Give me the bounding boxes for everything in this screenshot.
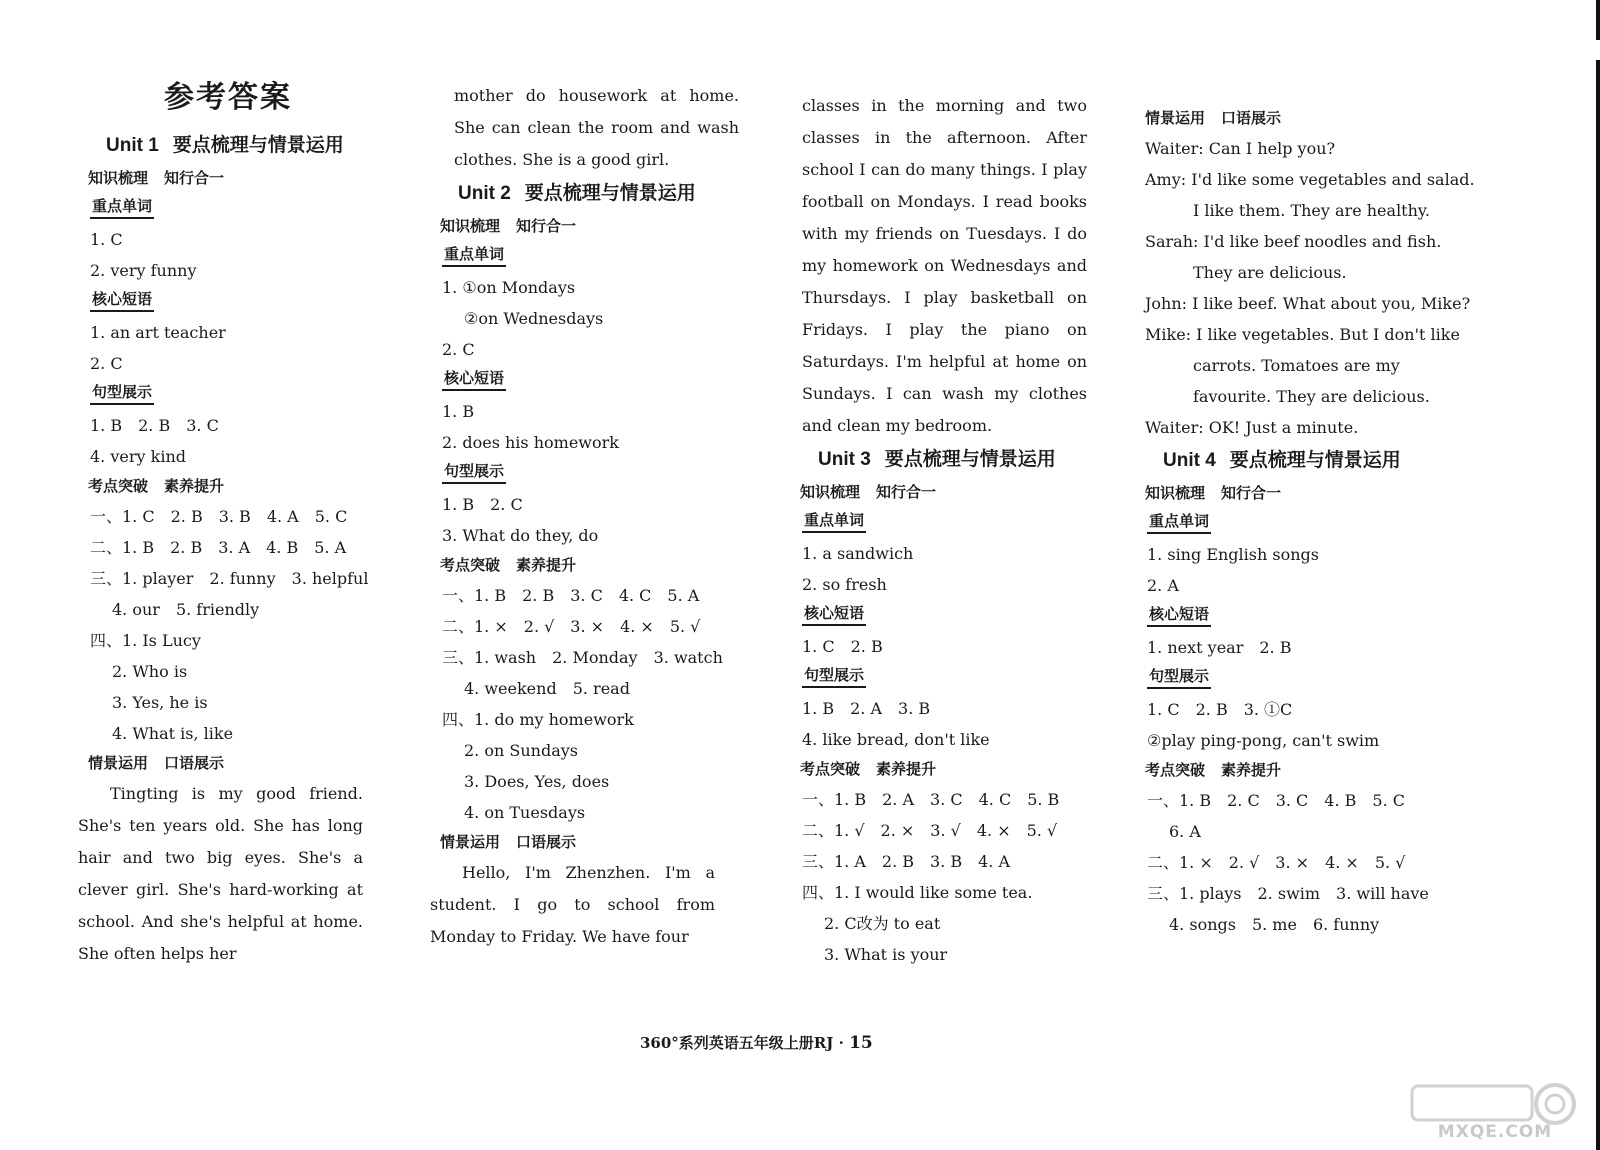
unit-title: 要点梳理与情景运用 xyxy=(884,448,1056,470)
sub-heading xyxy=(88,475,448,497)
dialog-line: Amy: I'd like some vegetables and salad. I like them. They are healthy. xyxy=(1145,170,1475,220)
sub-heading-a: 考点突破 xyxy=(800,760,861,778)
answer-line: 2. very funny xyxy=(90,261,197,280)
page-title: 参考答案 xyxy=(164,80,292,115)
answer-line: 3. What is your xyxy=(824,945,948,964)
passage: mother do housework at home. She can clean the room and wash clothes. She is a good girl. xyxy=(454,86,739,169)
sub-heading xyxy=(88,167,448,189)
answer-line: 三、1. player 2. funny 3. helpful xyxy=(90,569,369,588)
passage: classes in the morning and two classes in the afternoon. After school I can do many things. I play football on Mondays. I read books with my friends on Tuesdays. I do my homework on Wednesdays and Thursdays. I play basketball on Fridays. I play the piano on Saturdays. I'm helpful at home on Sundays. I can wash my clothes and clean my bedroom. xyxy=(802,96,1087,435)
column-4 xyxy=(1135,0,1505,1100)
sub-heading xyxy=(1145,759,1505,781)
answer-line: 3. Does, Yes, does xyxy=(464,772,610,791)
answer-line: 2. A xyxy=(1147,576,1179,595)
sub-heading-b: 素养提升 xyxy=(1221,761,1282,779)
section-sentences: 句型展示 xyxy=(90,382,154,405)
footer-series: 360°系列英语五年级上册RJ xyxy=(640,1034,834,1052)
sub-heading-b: 知行合一 xyxy=(164,169,225,187)
section-key-phrases: 核心短语 xyxy=(442,368,506,391)
sub-heading-b: 知行合一 xyxy=(876,483,937,501)
unit-number: Unit 3 xyxy=(818,449,871,470)
sub-heading xyxy=(1145,107,1505,129)
answer-line: 2. C改为 to eat xyxy=(824,914,941,933)
answer-line: 1. B xyxy=(442,402,475,421)
answer-line: 二、1. √ 2. × 3. √ 4. × 5. √ xyxy=(802,821,1058,840)
footer-dot: · xyxy=(838,1034,844,1052)
sub-heading-b: 口语展示 xyxy=(164,754,225,772)
answer-line: 1. ①on Mondays xyxy=(442,278,576,297)
answer-line: 四、1. do my homework xyxy=(442,710,634,729)
page-edge xyxy=(1596,0,1600,1150)
answer-line: 1. a sandwich xyxy=(802,544,914,563)
page-number: 15 xyxy=(849,1033,873,1053)
column-3 xyxy=(790,0,1160,1100)
unit-2-heading xyxy=(458,180,800,207)
sub-heading xyxy=(88,752,448,774)
answer-line: 三、1. A 2. B 3. B 4. A xyxy=(802,852,1011,871)
sub-heading xyxy=(440,831,800,853)
dialog-line: Waiter: OK! Just a minute. xyxy=(1145,418,1359,437)
dialog-line: Sarah: I'd like beef noodles and fish. They are delicious. xyxy=(1145,232,1442,282)
answer-line: 二、1. B 2. B 3. A 4. B 5. A xyxy=(90,538,347,557)
answer-line: 二、1. × 2. √ 3. × 4. × 5. √ xyxy=(442,617,701,636)
sub-heading-a: 知识梳理 xyxy=(800,483,861,501)
answer-line: 1. next year 2. B xyxy=(1147,638,1292,657)
unit-title: 要点梳理与情景运用 xyxy=(524,182,696,204)
answer-line: 一、1. B 2. B 3. C 4. C 5. A xyxy=(442,586,700,605)
answer-line: 一、1. B 2. C 3. C 4. B 5. C xyxy=(1147,791,1406,810)
sub-heading-b: 知行合一 xyxy=(1221,484,1282,502)
sub-heading xyxy=(1145,482,1505,504)
answer-line: 三、1. wash 2. Monday 3. watch xyxy=(442,648,723,667)
answer-line: 3. What do they, do xyxy=(442,526,599,545)
sub-heading-a: 知识梳理 xyxy=(88,169,149,187)
answer-line: 4. What is, like xyxy=(112,724,234,743)
sub-heading xyxy=(800,481,1160,503)
answer-line: 4. songs 5. me 6. funny xyxy=(1169,915,1380,934)
column-2 xyxy=(430,0,800,1100)
answer-line: 2. C xyxy=(90,354,123,373)
sub-heading-b: 素养提升 xyxy=(164,477,225,495)
sub-heading xyxy=(800,758,1160,780)
answer-line: 1. C xyxy=(90,230,123,249)
passage: Tingting is my good friend. She's ten years old. She has long hair and two big eyes. She's a clever girl. She's hard-working at school. And she's helpful at home. She often helps her xyxy=(78,784,363,963)
dialog-line: Mike: I like vegetables. But I don't like carrots. Tomatoes are my favourite. They are delicious. xyxy=(1145,325,1460,406)
answer-line: 1. B 2. C xyxy=(442,495,523,514)
section-sentences: 句型展示 xyxy=(442,461,506,484)
answer-line: 二、1. × 2. √ 3. × 4. × 5. √ xyxy=(1147,853,1406,872)
unit-title: 要点梳理与情景运用 xyxy=(172,134,344,156)
dialog-line: John: I like beef. What about you, Mike? xyxy=(1145,294,1471,313)
sub-heading-b: 素养提升 xyxy=(516,556,577,574)
watermark-text: MXQE.COM xyxy=(1437,1122,1553,1142)
answer-line: 4. weekend 5. read xyxy=(464,679,630,698)
answer-line: 1. C 2. B 3. ①C xyxy=(1147,700,1293,719)
section-sentences: 句型展示 xyxy=(802,665,866,688)
answer-line: 2. C xyxy=(442,340,475,359)
section-key-words: 重点单词 xyxy=(90,196,154,219)
answer-line: 4. on Tuesdays xyxy=(464,803,586,822)
answer-line: ②on Wednesdays xyxy=(464,309,604,328)
unit-3-heading xyxy=(818,446,1160,473)
sub-heading-b: 素养提升 xyxy=(876,760,937,778)
sub-heading-b: 口语展示 xyxy=(516,833,577,851)
sub-heading-a: 情景运用 xyxy=(88,754,149,772)
dialog-line: Waiter: Can I help you? xyxy=(1145,139,1336,158)
sub-heading-b: 口语展示 xyxy=(1221,109,1282,127)
answer-line: 四、1. Is Lucy xyxy=(90,631,201,650)
column-1 xyxy=(78,0,448,1100)
sub-heading-a: 情景运用 xyxy=(440,833,501,851)
unit-4-heading xyxy=(1163,447,1505,474)
answer-line: 6. A xyxy=(1169,822,1201,841)
section-key-phrases: 核心短语 xyxy=(90,289,154,312)
watermark-logo-icon xyxy=(1410,1082,1580,1126)
sub-heading-a: 知识梳理 xyxy=(1145,484,1206,502)
answer-line: ②play ping-pong, can't swim xyxy=(1147,731,1380,750)
answer-line: 2. on Sundays xyxy=(464,741,578,760)
answer-line: 2. does his homework xyxy=(442,433,619,452)
answer-line: 1. B 2. B 3. C xyxy=(90,416,219,435)
section-sentences: 句型展示 xyxy=(1147,666,1211,689)
answer-line: 4. very kind xyxy=(90,447,186,466)
sub-heading xyxy=(440,215,800,237)
sub-heading-a: 考点突破 xyxy=(88,477,149,495)
section-key-words: 重点单词 xyxy=(802,510,866,533)
answer-line: 1. C 2. B xyxy=(802,637,883,656)
answer-line: 1. B 2. A 3. B xyxy=(802,699,931,718)
answer-line: 三、1. plays 2. swim 3. will have xyxy=(1147,884,1429,903)
sub-heading-a: 考点突破 xyxy=(1145,761,1206,779)
sub-heading-a: 知识梳理 xyxy=(440,217,501,235)
answer-line: 1. an art teacher xyxy=(90,323,226,342)
unit-title: 要点梳理与情景运用 xyxy=(1229,449,1401,471)
unit-number: Unit 2 xyxy=(458,183,511,204)
answer-line: 2. Who is xyxy=(112,662,188,681)
unit-1-heading xyxy=(106,132,448,159)
sub-heading-a: 情景运用 xyxy=(1145,109,1206,127)
sub-heading xyxy=(440,554,800,576)
section-key-phrases: 核心短语 xyxy=(1147,604,1211,627)
answer-line: 一、1. C 2. B 3. B 4. A 5. C xyxy=(90,507,348,526)
answer-line: 3. Yes, he is xyxy=(112,693,208,712)
unit-number: Unit 1 xyxy=(106,135,159,156)
answer-line: 4. like bread, don't like xyxy=(802,730,990,749)
unit-number: Unit 4 xyxy=(1163,450,1216,471)
section-key-words: 重点单词 xyxy=(442,244,506,267)
answer-line: 2. so fresh xyxy=(802,575,887,594)
answer-line: 1. sing English songs xyxy=(1147,545,1319,564)
section-key-phrases: 核心短语 xyxy=(802,603,866,626)
answer-line: 一、1. B 2. A 3. C 4. C 5. B xyxy=(802,790,1060,809)
sub-heading-a: 考点突破 xyxy=(440,556,501,574)
passage: Hello, I'm Zhenzhen. I'm a student. I go to school from Monday to Friday. We have four xyxy=(430,863,715,946)
section-key-words: 重点单词 xyxy=(1147,511,1211,534)
watermark xyxy=(1400,1082,1590,1144)
page-footer xyxy=(640,1032,940,1053)
answer-line: 4. our 5. friendly xyxy=(112,600,260,619)
sub-heading-b: 知行合一 xyxy=(516,217,577,235)
answer-line: 四、1. I would like some tea. xyxy=(802,883,1033,902)
